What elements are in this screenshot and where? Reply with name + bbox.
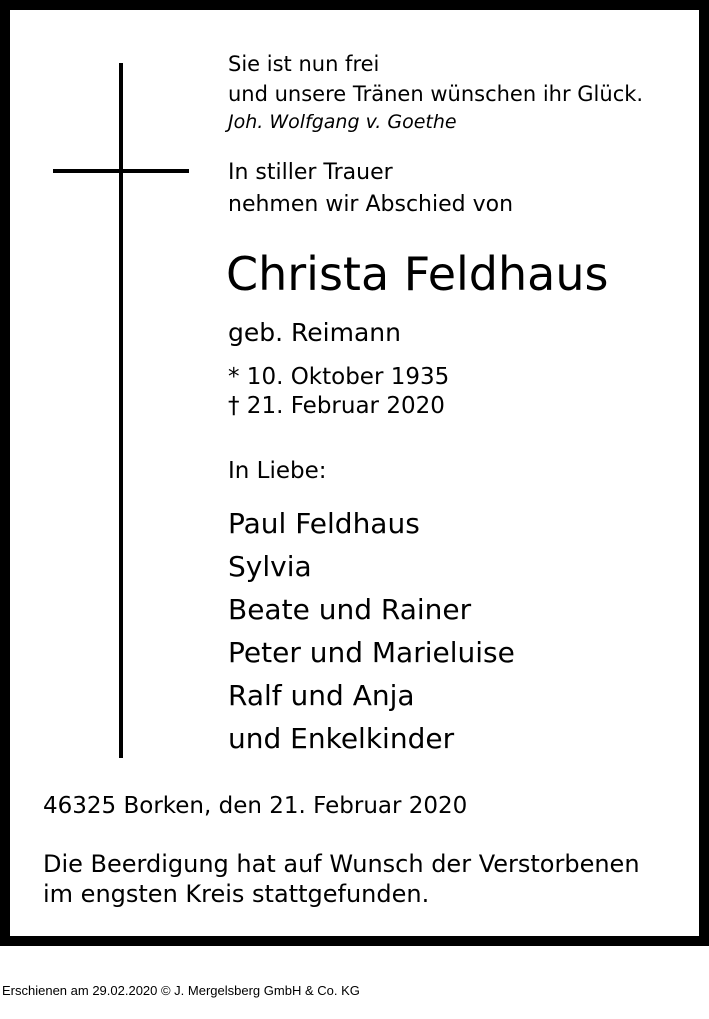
deceased-birth-name: geb. Reimann	[228, 318, 401, 347]
place-and-date: 46325 Borken, den 21. Februar 2020	[43, 793, 468, 819]
birth-date: * 10. Oktober 1935	[228, 364, 450, 390]
mourner-name: Paul Feldhaus	[228, 507, 420, 540]
mourner-name: Ralf und Anja	[228, 679, 415, 712]
quote-line-1: Sie ist nun frei	[228, 52, 380, 76]
mourner-name: Sylvia	[228, 550, 312, 583]
burial-note-line-1: Die Beerdigung hat auf Wunsch der Verstorbenen	[43, 850, 640, 878]
mourner-name: und Enkelkinder	[228, 722, 455, 755]
publication-footer: Erschienen am 29.02.2020 © J. Mergelsberg GmbH & Co. KG	[2, 983, 360, 998]
mourners-label: In Liebe:	[228, 458, 327, 484]
quote-author: Joh. Wolfgang v. Goethe	[228, 111, 457, 133]
mourner-name: Beate und Rainer	[228, 593, 472, 626]
deceased-name: Christa Feldhaus	[226, 247, 609, 301]
intro-line-2: nehmen wir Abschied von	[228, 192, 514, 217]
quote-line-2: und unsere Tränen wünschen ihr Glück.	[228, 82, 644, 106]
intro-line-1: In stiller Trauer	[228, 160, 393, 185]
death-date: † 21. Februar 2020	[228, 393, 445, 419]
cross-icon-horizontal-bar	[53, 169, 189, 173]
burial-note-line-2: im engsten Kreis stattgefunden.	[43, 880, 430, 908]
cross-icon-vertical-bar	[119, 63, 123, 758]
mourner-name: Peter und Marieluise	[228, 636, 515, 669]
